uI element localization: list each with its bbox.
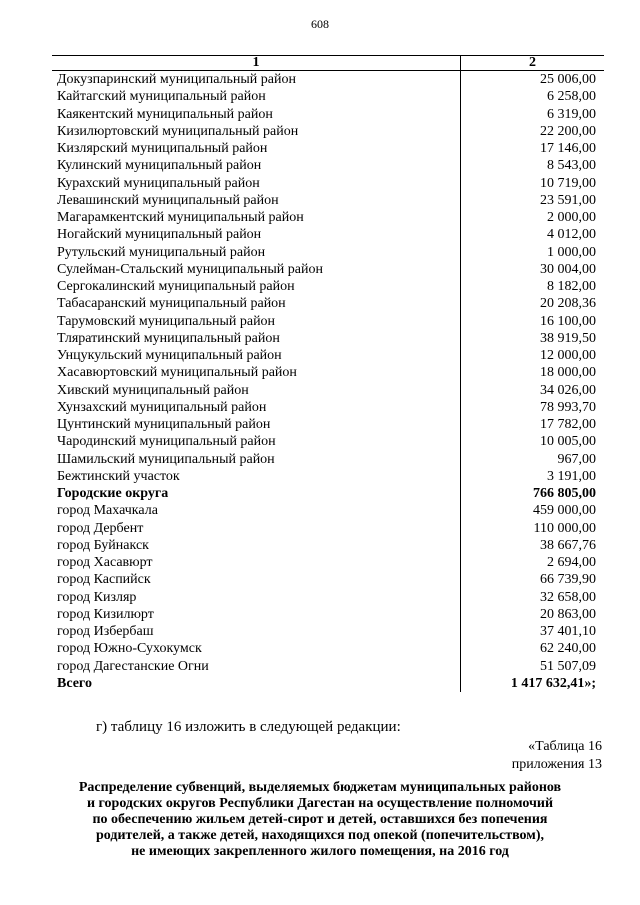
row-value-cell: 66 739,90	[461, 571, 605, 588]
table-row	[52, 209, 604, 226]
row-name-cell: город Кизилюрт	[57, 606, 154, 622]
table-row	[52, 606, 604, 623]
row-value-cell: 17 146,00	[461, 140, 605, 157]
row-name-cell: Докузпаринский муниципальный район	[57, 72, 296, 87]
row-name-cell: Бежтинский участок	[57, 468, 180, 484]
row-value-cell: 38 919,50	[461, 330, 605, 347]
row-name-cell: Кулинский муниципальный район	[57, 158, 262, 174]
heading-line: родителей, а также детей, находящихся под опекой (попечительством),	[96, 828, 544, 843]
row-name-cell: город Дербент	[57, 520, 144, 536]
heading-line: по обеспечению жильем детей-сирот и детей, оставшихся без попечения	[92, 812, 548, 827]
row-name-cell: Шамильский муниципальный район	[57, 451, 275, 467]
table-row	[52, 157, 604, 174]
row-name-cell: Рутульский муниципальный район	[57, 244, 266, 260]
row-value-cell: 6 258,00	[461, 88, 605, 105]
table-row	[52, 295, 604, 312]
table-header-row	[52, 56, 604, 71]
table-row	[52, 175, 604, 192]
table-row	[52, 347, 604, 364]
row-value-cell: 17 782,00	[461, 416, 605, 433]
row-value-cell: 766 805,00	[461, 485, 605, 502]
row-name-cell: Курахский муниципальный район	[57, 175, 260, 191]
row-value-cell: 16 100,00	[461, 313, 605, 330]
row-name-cell: Сулейман-Стальский муниципальный район	[57, 261, 323, 277]
row-value-cell: 37 401,10	[461, 623, 605, 640]
column-header-1: 1	[52, 56, 461, 71]
row-value-cell: 30 004,00	[461, 261, 605, 278]
row-value-cell: 459 000,00	[461, 502, 605, 519]
row-name-cell: Левашинский муниципальный район	[57, 192, 279, 208]
row-name-cell: город Избербаш	[57, 624, 154, 639]
table-row	[52, 261, 604, 278]
row-name-cell: Городские округа	[57, 486, 169, 501]
row-name-cell: город Южно-Сухокумск	[57, 641, 202, 657]
table-row	[52, 502, 604, 519]
row-value-cell: 51 507,09	[461, 658, 605, 675]
instruction-text: г) таблицу 16 изложить в следующей редакции:	[96, 719, 401, 735]
row-name-cell: Сергокалинский муниципальный район	[57, 279, 295, 294]
row-name-cell: Хивский муниципальный район	[57, 382, 249, 398]
row-value-cell: 38 667,76	[461, 537, 605, 554]
row-name-cell: город Хасавюрт	[57, 555, 153, 570]
table-row	[52, 71, 604, 89]
heading-line: не имеющих закрепленного жилого помещения, на 2016 год	[131, 844, 509, 859]
row-name-cell: Унцукульский муниципальный район	[57, 348, 282, 363]
row-value-cell: 2 694,00	[461, 554, 605, 571]
row-value-cell: 20 208,36	[461, 295, 605, 312]
row-value-cell: 1 000,00	[461, 244, 605, 261]
table-reference-line-1: «Таблица 16	[528, 739, 602, 754]
heading-line: и городских округов Республики Дагестан на осуществление полномочий	[86, 796, 554, 811]
table-body	[52, 71, 604, 693]
table-reference-line-2: приложения 13	[511, 757, 602, 772]
row-name-cell: город Кизляр	[57, 589, 137, 605]
row-name-cell: Хасавюртовский муниципальный район	[57, 365, 297, 381]
table-row	[52, 589, 604, 606]
row-value-cell: 110 000,00	[461, 520, 605, 537]
row-name-cell: город Каспийск	[57, 572, 151, 588]
table-row	[52, 675, 604, 692]
table-row	[52, 192, 604, 209]
row-name-cell: Тарумовский муниципальный район	[57, 313, 276, 329]
row-name-cell: Кайтагский муниципальный район	[57, 89, 266, 105]
row-name-cell: город Махачкала	[57, 503, 158, 519]
table-row	[52, 451, 604, 468]
row-name-cell: Кизилюртовский муниципальный район	[57, 123, 299, 139]
row-name-cell: Хунзахский муниципальный район	[57, 399, 267, 415]
row-name-cell: Тляратинский муниципальный район	[57, 330, 280, 346]
row-value-cell: 62 240,00	[461, 640, 605, 657]
row-value-cell: 8 182,00	[461, 278, 605, 295]
row-name-cell: Чародинский муниципальный район	[57, 434, 276, 450]
table-row	[52, 313, 604, 330]
row-name-cell: Ногайский муниципальный район	[57, 227, 262, 243]
row-value-cell: 3 191,00	[461, 468, 605, 485]
table-row	[52, 416, 604, 433]
row-value-cell: 25 006,00	[461, 71, 605, 89]
table-reference	[512, 738, 602, 774]
row-value-cell: 22 200,00	[461, 123, 605, 140]
row-value-cell: 23 591,00	[461, 192, 605, 209]
table-row	[52, 485, 604, 502]
table-row	[52, 554, 604, 571]
table-row	[52, 399, 604, 416]
heading-line: Распределение субвенций, выделяемых бюджетам муниципальных районов	[78, 780, 562, 795]
row-value-cell: 10 719,00	[461, 175, 605, 192]
table-row	[52, 520, 604, 537]
row-name-cell: Табасаранский муниципальный район	[57, 296, 286, 312]
row-value-cell: 1 417 632,41»;	[461, 675, 605, 692]
table-row	[52, 364, 604, 381]
row-value-cell: 12 000,00	[461, 347, 605, 364]
row-value-cell: 78 993,70	[461, 399, 605, 416]
table-row	[52, 433, 604, 450]
row-name-cell: Каякентский муниципальный район	[57, 106, 273, 122]
table-row	[52, 468, 604, 485]
table-row	[52, 623, 604, 640]
row-value-cell: 32 658,00	[461, 589, 605, 606]
row-value-cell: 967,00	[461, 451, 605, 468]
row-name-cell: город Дагестанские Огни	[57, 658, 209, 674]
table-row	[52, 640, 604, 657]
row-name-cell: Магарамкентский муниципальный район	[57, 210, 304, 225]
row-value-cell: 18 000,00	[461, 364, 605, 381]
table-row	[52, 382, 604, 399]
table-row	[52, 278, 604, 295]
row-value-cell: 2 000,00	[461, 209, 605, 226]
table-row	[52, 658, 604, 675]
table-row	[52, 123, 604, 140]
table-row	[52, 226, 604, 243]
table-16-heading	[40, 780, 600, 860]
row-name-cell: Кизлярский муниципальный район	[57, 141, 268, 156]
subvention-table	[52, 55, 604, 692]
column-header-2: 2	[461, 56, 605, 71]
table-row	[52, 330, 604, 347]
table-row	[52, 571, 604, 588]
row-name-cell: Цунтинский муниципальный район	[57, 417, 271, 432]
table-row	[52, 537, 604, 554]
table-row	[52, 140, 604, 157]
table-row	[52, 88, 604, 105]
page-number: 608	[311, 17, 329, 31]
row-value-cell: 20 863,00	[461, 606, 605, 623]
row-value-cell: 8 543,00	[461, 157, 605, 174]
row-name-cell: город Буйнакск	[57, 537, 149, 553]
table-row	[52, 106, 604, 123]
table-row	[52, 244, 604, 261]
row-value-cell: 4 012,00	[461, 226, 605, 243]
row-name-cell: Всего	[57, 675, 92, 691]
row-value-cell: 6 319,00	[461, 106, 605, 123]
row-value-cell: 34 026,00	[461, 382, 605, 399]
row-value-cell: 10 005,00	[461, 433, 605, 450]
